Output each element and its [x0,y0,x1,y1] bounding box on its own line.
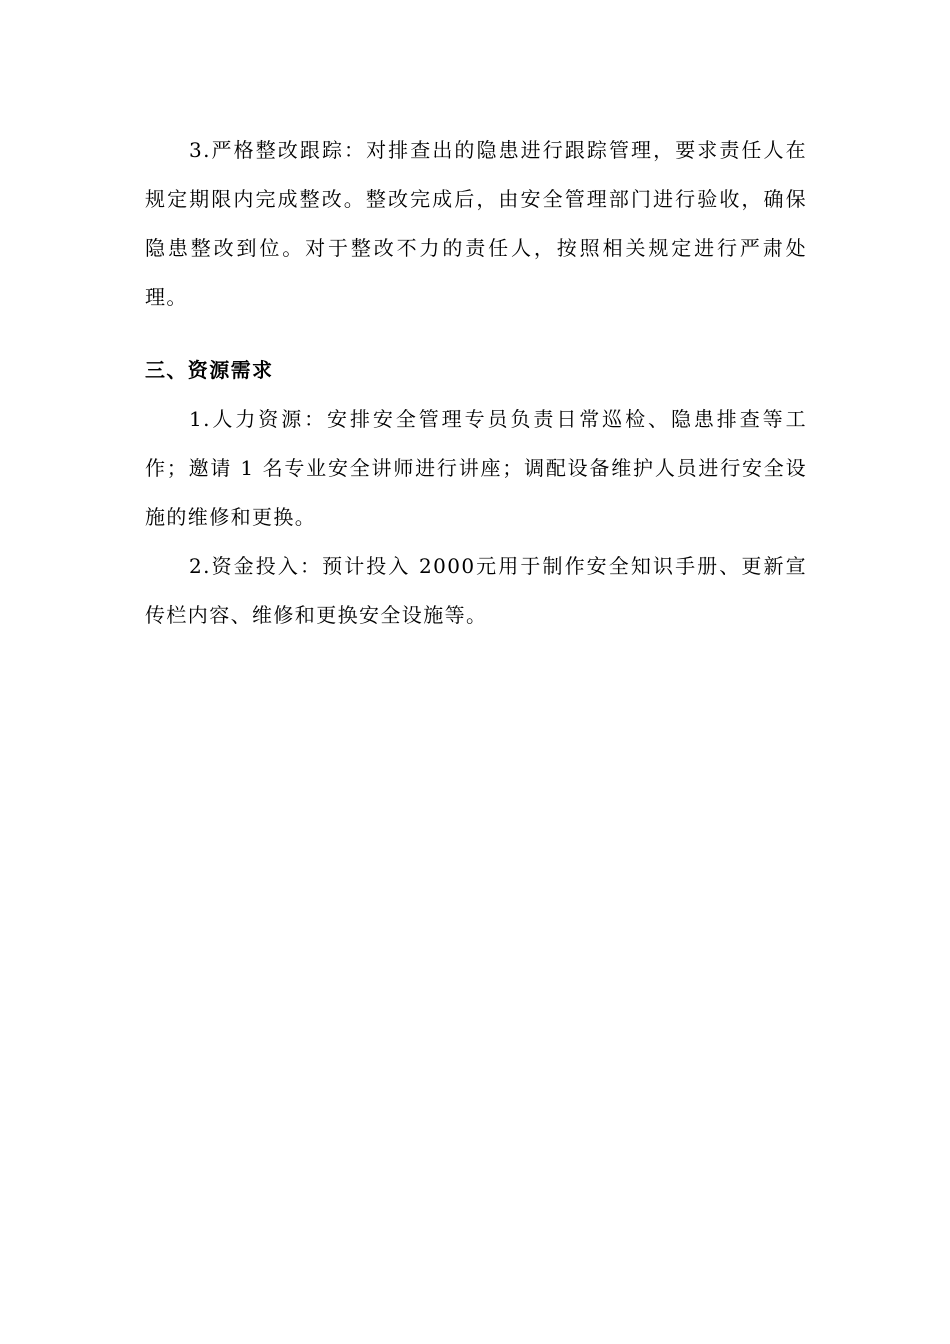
paragraph-human-resources: 1.人力资源：安排安全管理专员负责日常巡检、隐患排查等工作；邀请 1 名专业安全讲师进行讲座；调配设备维护人员进行安全设施的维修和更换。 [145,407,807,529]
paragraph-rectification-tracking: 3.严格整改跟踪：对排查出的隐患进行跟踪管理，要求责任人在规定期限内完成整改。整改完成后，由安全管理部门进行验收，确保隐患整改到位。对于整改不力的责任人，按照相关规定进行严肃处理。 [145,138,807,309]
section-heading-resource-needs: 三、资源需求 [145,358,274,382]
paragraph-funding: 2.资金投入：预计投入 2000元用于制作安全知识手册、更新宣传栏内容、维修和更换安全设施等。 [145,554,807,627]
document-body [145,126,807,640]
